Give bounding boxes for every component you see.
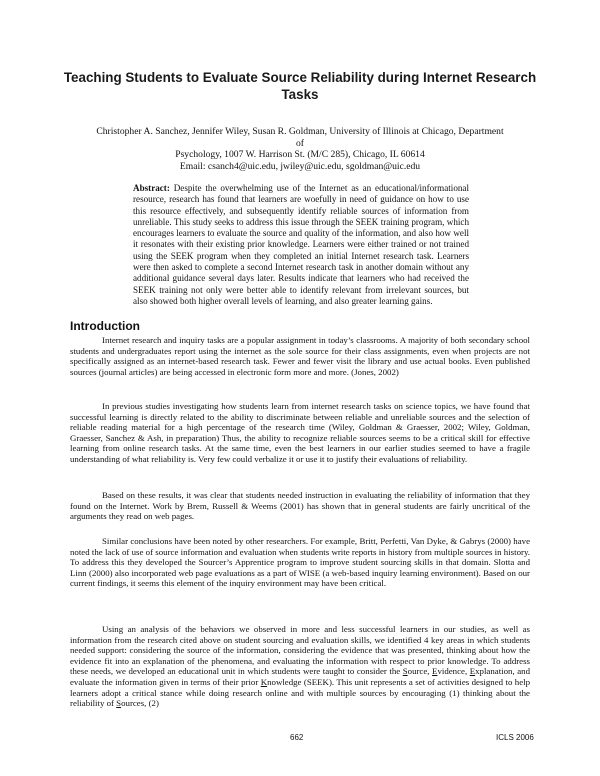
- seek-letter-s: S: [402, 666, 408, 677]
- section-heading-introduction: Introduction: [70, 319, 140, 333]
- page-number: 662: [290, 733, 304, 742]
- seek-letter-e2: E: [469, 666, 476, 677]
- intro-paragraph-4: Similar conclusions have been noted by other researchers. For example, Britt, Perfetti, Van Dyke, & Gabrys (2000) have noted the lack of use of source information and evaluation when students write reports in history from multiple sources in history. To address this they developed the Sourcer’s Apprentice program to improve student sourcing skills in that domain. Slotta and Linn (2000) also incorporated web page evaluations as a part of WISE (a web-based inquiry learning environment). Based on our current findings, it seems this element of the inquiry environment may have been critical.: [70, 536, 530, 589]
- seek-letter-k: K: [260, 676, 268, 687]
- paper-title: Teaching Students to Evaluate Source Reliability during Internet Research Tasks: [63, 70, 537, 102]
- abstract: [133, 183, 469, 307]
- author-email-line: Email: csanch4@uic.edu, jwiley@uic.edu, sgoldman@uic.edu: [179, 160, 421, 172]
- intro-paragraph-1: Internet research and inquiry tasks are a popular assignment in today’s classrooms. A majority of both secondary school students and undergraduates report using the internet as the sole source for their class assignments, even when projects are not specifically assigned as an internet-based research task. Fewer and fewer visit the library and use actual books. Even published sources (journal articles) are being accessed in electronic form more and more. (Jones, 2002): [70, 335, 530, 377]
- intro-paragraph-2: In previous studies investigating how students learn from internet research tasks on science topics, we have found that successful learning is directly related to the ability to discriminate between reliable and unreliable sources and the selection of reliable reading material for a high percentage of the research time (Wiley, Goldman & Graesser, 2002; Wiley, Goldman, Graesser, Sanchez & Ash, in preparation) Thus, the ability to recognize reliable sources seems to be a critical skill for effective learning from online research tasks. At the same time, even the best learners in our earlier studies seemed to have a fragile understanding of what reliability is. Very few could verbalize it or use it to justify their evaluations of reliability.: [70, 401, 530, 464]
- abstract-label: Abstract:: [133, 183, 170, 193]
- conference-label: ICLS 2006: [496, 733, 534, 742]
- sources-letter-s: S: [116, 698, 122, 709]
- author-block: [95, 126, 505, 172]
- author-line-1: Christopher A. Sanchez, Jennifer Wiley, Susan R. Goldman, University of Illinois at Chicago, Department of: [96, 126, 504, 149]
- author-line-2: Psychology, 1007 W. Harrison St. (M/C 285), Chicago, IL 60614: [175, 149, 425, 160]
- intro-paragraph-3: Based on these results, it was clear that students needed instruction in evaluating the reliability of information that they found on the Internet. Work by Brem, Russell & Weems (2001) has shown that in general students are fairly uncritical of the arguments they read on web pages.: [70, 490, 530, 522]
- abstract-text: Despite the overwhelming use of the Internet as an educational/informational resource, research has found that learners are woefully in need of guidance on how to use this resource effectively, and subsequently identify reliable sources of information from unreliable. This study seeks to address this issue through the SEEK training program, which encourages learners to evaluate the source and quality of the information, and also how well it resonates with their existing prior knowledge. Learners were either trained or not trained using the SEEK program when they completed an initial Internet research task. Learners were then asked to complete a second Internet research task in another domain without any additional guidance several days later. Results indicate that learners who had received the SEEK training not only were better able to identify relevant from irrelevant sources, but also showed both higher overall levels of learning, and also greater learning gains.: [133, 183, 469, 306]
- seek-letter-e: E: [432, 666, 438, 677]
- intro-paragraph-5: Using an analysis of the behaviors we observed in more and less successful learners in our studies, as well as information from the research cited above on student sourcing and evaluation skills, we identified 4 key areas in which students needed support: considering the source of the information, considering the evidence that was presented, thinking about how the evidence fit into an explanation of the phenomena, and evaluating the information with respect to prior knowledge. To address these needs, we developed an educational unit in which students were taught to consider the Source, Evidence, Explanation, and evaluate the information given in terms of their prior Knowledge (SEEK). This unit represents a set of activities designed to help learners adopt a critical stance while doing research online and with multiple sources by encouraging (1) thinking about the reliability of Sources, (2): [70, 624, 531, 709]
